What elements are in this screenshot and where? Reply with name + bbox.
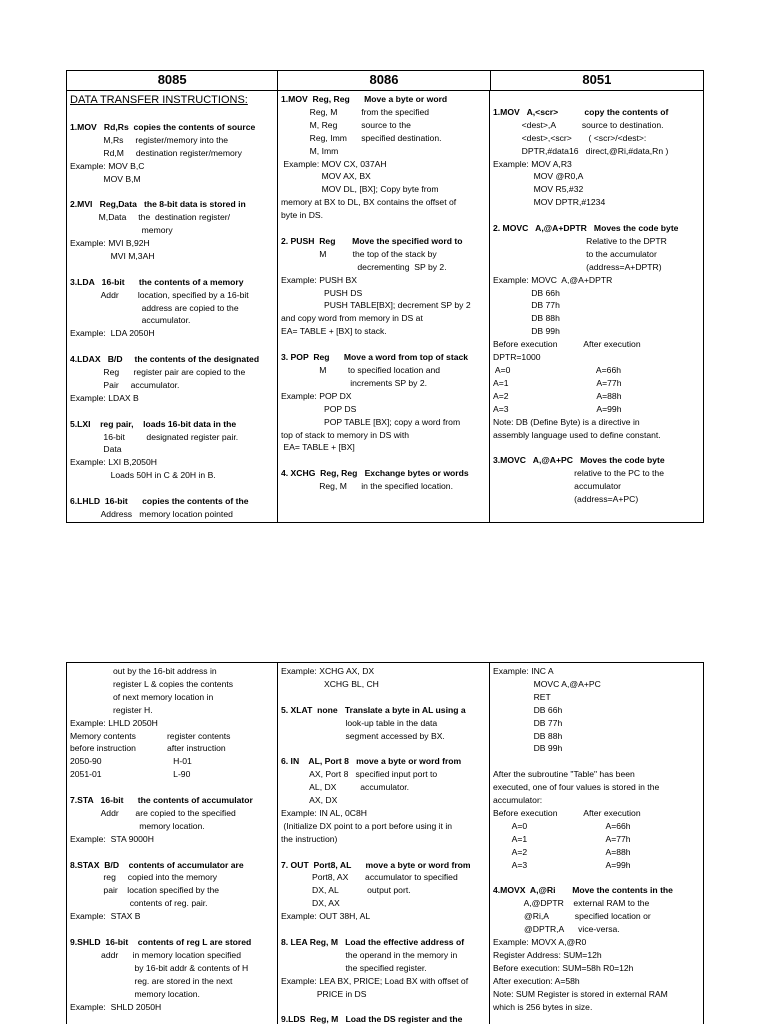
text-line (281, 222, 486, 235)
text-line: A=2 A=88h (493, 846, 631, 857)
text-line: Loads 50H in C & 20H in B. (70, 470, 216, 481)
text-line (281, 691, 486, 704)
text-line: and copy word from memory in DS at (281, 313, 423, 324)
text-line: DX, AL output port. (281, 885, 411, 896)
text-line: 8. LEA Reg, M Load the effective address of (281, 936, 465, 947)
text-line: AX, Port 8 specified input port to (281, 769, 438, 780)
text-line: Example: LEA BX, PRICE; Load BX with offset of (281, 975, 469, 986)
text-line: Example: INC A (493, 666, 554, 676)
text-line: MOV DL, [BX]; Copy byte from (281, 184, 439, 195)
text-line: AL, DX accumulator. (281, 782, 409, 793)
text-line: DB 88h (493, 313, 560, 324)
text-line: 4. XCHG Reg, Reg Exchange bytes or words (281, 468, 469, 479)
text-line: memory at BX to DL, BX contains the offset of (281, 197, 457, 208)
text-line: POP DS (281, 403, 357, 414)
text-line: M, Imm (281, 145, 339, 156)
text-line: 9.LDS Reg, M Load the DS register and the (281, 1014, 463, 1024)
text-line: 2.MVI Reg,Data the 8-bit data is stored in (70, 199, 246, 210)
text-line (493, 441, 700, 454)
text-line: MOV AX, BX (281, 171, 371, 182)
text-line: Rd,M destination register/memory (70, 147, 242, 158)
text-line: Note: SUM Register is stored in external RAM (493, 988, 668, 999)
text-line: DB 66h (493, 704, 563, 715)
text-line: Data (70, 444, 122, 455)
text-line: EA= TABLE + [BX] to stack. (281, 326, 387, 337)
text-line (281, 454, 486, 467)
text-line: Example: STA 9000H (70, 833, 154, 844)
text-line: Example: MOV A,R3 (493, 158, 572, 169)
text-line: 1.MOV Reg, Reg Move a byte or word (281, 94, 448, 104)
text-line: A=3 A=99h (493, 859, 631, 870)
text-line: <dest>,<scr> ( <scr>/<dest>: (493, 132, 647, 143)
text-line (493, 755, 700, 768)
text-line: out by the 16-bit address in (70, 666, 217, 676)
text-line: 7.STA 16-bit the contents of accumulator (70, 795, 253, 806)
instruction-table-bottom (66, 662, 704, 1024)
text-line: Example: MVI B,92H (70, 238, 150, 249)
column-8051 (490, 91, 703, 522)
header-8051: 8051 (582, 72, 612, 87)
text-line: Reg, M from the specified (281, 106, 430, 117)
text-line: Pair accumulator. (70, 379, 180, 390)
text-line: accumulator. (70, 315, 191, 326)
text-line: Example: OUT 38H, AL (281, 911, 371, 922)
text-line: Example: MOVC A,@A+DPTR (493, 274, 613, 285)
text-line: <dest>,A source to destination. (493, 119, 664, 130)
text-line: M the top of the stack by (281, 248, 437, 259)
text-line (493, 209, 700, 222)
text-line: segment accessed by BX. (281, 730, 445, 741)
text-line: 5.LXI reg pair, loads 16-bit data in the (70, 418, 237, 429)
text-line: 3.MOVC A,@A+PC Moves the code byte (493, 455, 665, 466)
text-line: Port8, AX accumulator to specified (281, 872, 458, 883)
text-line: pair location specified by the (70, 885, 220, 896)
text-line (70, 482, 274, 495)
text-line: Reg, Imm specified destination. (281, 132, 442, 143)
text-line: the operand in the memory in (281, 949, 458, 960)
text-line: MOV @R0,A (493, 171, 584, 182)
text-line: Example: MOV CX, 037AH (281, 158, 387, 169)
text-line: 4.LDAX B/D the contents of the designated (70, 354, 260, 365)
text-line: M,Rs register/memory into the (70, 134, 229, 145)
text-line: DB 77h (493, 300, 560, 311)
text-line: 2. MOVC A,@A+DPTR Moves the code byte (493, 223, 679, 234)
text-line: before instruction after instruction (70, 743, 226, 754)
text-line: 5. XLAT none Translate a byte in AL using a (281, 704, 466, 715)
text-line (281, 923, 486, 936)
text-line (70, 340, 274, 353)
text-line (281, 1001, 486, 1014)
text-line: Example: LXI B,2050H (70, 457, 157, 468)
text-line: M to specified location and (281, 365, 441, 375)
text-line: relative to the PC to the (493, 468, 664, 479)
text-line: register L & copies the contents (70, 678, 234, 689)
section-title: DATA TRANSFER INSTRUCTIONS: (70, 94, 248, 106)
text-line: Relative to the DPTR (493, 235, 667, 246)
text-line: addr in memory location specified (70, 949, 241, 960)
text-line (70, 781, 274, 794)
text-line: 4.MOVX A,@Ri Move the contents in the (493, 885, 673, 896)
text-line (281, 742, 486, 755)
text-line: RET (493, 691, 551, 702)
text-line (70, 405, 274, 418)
text-line: PRICE in DS (281, 988, 367, 999)
text-line: A=1 A=77h (493, 377, 622, 388)
text-line: A=1 A=77h (493, 833, 631, 844)
text-line: register H. (70, 704, 153, 715)
text-line: 3. POP Reg Move a word from top of stack (281, 352, 469, 363)
text-line: DX, AX (281, 898, 340, 909)
text-line (493, 93, 700, 106)
text-line: MVI M,3AH (70, 250, 155, 261)
text-line: Register Address: SUM=12h (493, 949, 602, 960)
text-line: Example: PUSH BX (281, 274, 357, 285)
text-line: top of stack to memory in DS with (281, 429, 409, 440)
text-line: Address memory location pointed (70, 509, 233, 519)
text-line: 2051-01 L-90 (70, 769, 191, 780)
text-line: Before execution After execution (493, 807, 641, 818)
text-line: byte in DS. (281, 210, 324, 221)
text-line: Example: POP DX (281, 390, 352, 401)
text-line: Addr location, specified by a 16-bit (70, 289, 249, 300)
text-line (281, 846, 486, 859)
text-line: 6.LHLD 16-bit copies the contents of the (70, 496, 249, 507)
text-line: Reg, M in the specified location. (281, 481, 453, 492)
text-line: DB 99h (493, 743, 563, 754)
text-line: Memory contents register contents (70, 730, 231, 741)
text-line: Addr are copied to the specified (70, 807, 236, 818)
text-line: MOV B,M (70, 173, 141, 184)
text-line (70, 263, 274, 276)
text-line: DPTR=1000 (493, 352, 541, 363)
text-line: memory location. (70, 820, 205, 831)
text-line: accumulator (493, 481, 621, 492)
text-line: POP TABLE [BX]; copy a word from (281, 416, 461, 427)
text-line: of next memory location in (70, 691, 214, 702)
text-line: reg. are stored in the next (70, 975, 233, 986)
text-line: the specified register. (281, 962, 427, 973)
text-line: DB 99h (493, 326, 560, 337)
column-8086-continued (278, 663, 490, 1024)
text-line (70, 846, 274, 859)
text-line: MOV R5,#32 (493, 184, 584, 195)
text-line: look-up table in the data (281, 717, 438, 728)
text-line: Example: LHLD 2050H (70, 717, 158, 728)
text-line: DB 66h (493, 287, 560, 298)
text-line: 2050-90 H-01 (70, 756, 192, 767)
text-line (281, 338, 486, 351)
text-line: PUSH DS (281, 287, 363, 298)
text-line: (Initialize DX point to a port before using it in (281, 820, 453, 831)
text-line: A=3 A=99h (493, 403, 622, 414)
text-line: M, Reg source to the (281, 119, 411, 130)
text-line: the instruction) (281, 833, 338, 844)
text-line: Example: MOV B,C (70, 160, 145, 171)
text-line: MOVC A,@A+PC (493, 678, 601, 689)
text-line: AX, DX (281, 795, 338, 806)
header-8086: 8086 (278, 71, 490, 90)
text-line: Example: SHLD 2050H (70, 1001, 162, 1012)
text-line: A=0 A=66h (493, 365, 622, 375)
text-line (70, 108, 274, 121)
text-line: DB 88h (493, 730, 563, 741)
text-line: PUSH TABLE[BX]; decrement SP by 2 (281, 300, 471, 311)
text-line: memory location. (70, 988, 200, 999)
text-line: Example: STAX B (70, 911, 141, 922)
text-line: A,@DPTR external RAM to the (493, 898, 650, 909)
text-line: DB 77h (493, 717, 563, 728)
instruction-table-top (66, 70, 704, 523)
text-line: Example: LDA 2050H (70, 328, 155, 339)
text-line: executed, one of four values is stored in the (493, 782, 660, 793)
column-8085 (67, 91, 278, 522)
text-line: to the accumulator (493, 248, 657, 259)
text-line: Reg register pair are copied to the (70, 367, 246, 378)
text-line: memory (70, 225, 173, 236)
text-line: M,Data the destination register/ (70, 212, 231, 223)
table-header-row (67, 71, 703, 91)
text-line: 3.LDA 16-bit the contents of a memory (70, 276, 244, 287)
text-line: XCHG BL, CH (281, 678, 379, 689)
text-line: EA= TABLE + [BX] (281, 442, 355, 453)
text-line: reg copied into the memory (70, 872, 218, 883)
text-line: Example: XCHG AX, DX (281, 666, 375, 676)
text-line: Example: IN AL, 0C8H (281, 807, 367, 818)
text-line: After execution: A=58h (493, 975, 580, 986)
text-line: A=0 A=66h (493, 820, 631, 831)
text-line: (address=A+PC) (493, 494, 639, 505)
text-line: 7. OUT Port8, AL move a byte or word from (281, 859, 471, 870)
column-8085-continued (67, 663, 278, 1024)
text-line: A=2 A=88h (493, 390, 622, 401)
text-line: address are copied to the (70, 302, 239, 313)
text-line: DPTR,#data16 direct,@Ri,#data,Rn ) (493, 145, 669, 156)
text-line (70, 185, 274, 198)
text-line: 1.MOV Rd,Rs copies the contents of source (70, 121, 256, 132)
text-line: Before execution After execution (493, 339, 641, 350)
text-line (493, 871, 700, 884)
text-line: 9.SHLD 16-bit contents of reg L are stored (70, 936, 252, 947)
text-line: After the subroutine "Table" has been (493, 769, 635, 780)
text-line: by 16-bit addr & contents of H (70, 962, 249, 973)
text-line: which is 256 bytes in size. (493, 1001, 593, 1012)
text-line: 6. IN AL, Port 8 move a byte or word from (281, 756, 462, 767)
text-line: assembly language used to define constant. (493, 429, 661, 440)
text-line: MOV DPTR,#1234 (493, 197, 606, 208)
text-line: @DPTR,A vice-versa. (493, 924, 620, 935)
header-8085: 8085 (67, 71, 278, 90)
column-8051-continued (490, 663, 703, 1024)
text-line: 16-bit designated register pair. (70, 431, 239, 442)
text-line: contents of reg. pair. (70, 898, 208, 909)
text-line: 2. PUSH Reg Move the specified word to (281, 235, 463, 246)
text-line: 1.MOV A,<scr> copy the contents of (493, 106, 669, 117)
text-line: (address=A+DPTR) (493, 261, 662, 272)
text-line: accumulator: (493, 795, 543, 806)
text-line: Note: DB (Define Byte) is a directive in (493, 416, 640, 427)
column-8086 (278, 91, 490, 522)
text-line: decrementing SP by 2. (281, 261, 447, 272)
text-line: increments SP by 2. (281, 377, 427, 388)
text-line: @Ri,A specified location or (493, 911, 651, 922)
text-line: Example: LDAX B (70, 392, 139, 403)
text-line: Example: MOVX A,@R0 (493, 937, 587, 947)
text-line: Before execution: SUM=58h R0=12h (493, 962, 634, 973)
text-line: 8.STAX B/D contents of accumulator are (70, 859, 244, 870)
text-line (70, 923, 274, 936)
